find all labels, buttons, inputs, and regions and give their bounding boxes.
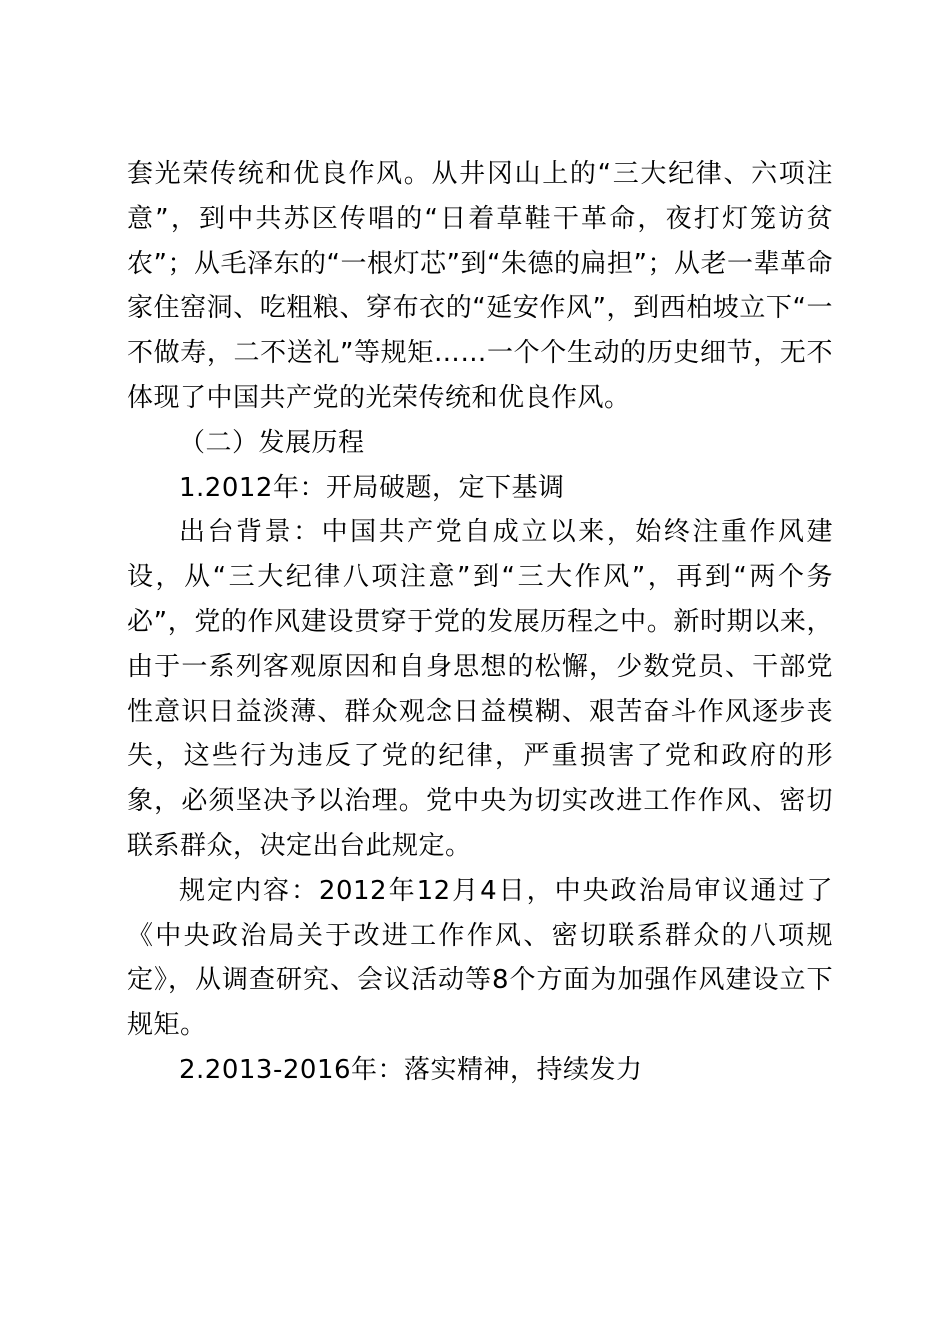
paragraph-continued: 套光荣传统和优良作风。从井冈山上的“三大纪律、六项注意”，到中共苏区传唱的“日着草鞋干革命，夜打灯笼访贫农”；从毛泽东的“一根灯芯”到“朱德的扁担”；从老一辈革命家住窑洞、吃粗粮、穿布衣的“延安作风”，到西柏坡立下“一不做寿，二不送礼”等规矩……一个个生动的历史细节，无不体现了中国共产党的光荣传统和优良作风。 bbox=[127, 159, 833, 413]
section-heading: （二）发展历程 bbox=[179, 427, 365, 458]
subsection-heading: 2.2013-2016年：落实精神，持续发力 bbox=[179, 1054, 643, 1085]
paragraph-content: 规定内容：2012年12月4日，中央政治局审议通过了《中央政治局关于改进工作作风、密切联系群众的八项规定》，从调查研究、会议活动等8个方面为加强作风建设立下规矩。 bbox=[127, 875, 833, 1041]
paragraph-background: 出台背景：中国共产党自成立以来，始终注重作风建设，从“三大纪律八项注意”到“三大作风”，再到“两个务必”，党的作风建设贯穿于党的发展历程之中。新时期以来，由于一系列客观原因和自身思想的松懈，少数党员、干部党性意识日益淡薄、群众观念日益模糊、艰苦奋斗作风逐步丧失，这些行为违反了党的纪律，严重损害了党和政府的形象，必须坚决予以治理。党中央为切实改进工作作风、密切联系群众，决定出台此规定。 bbox=[127, 517, 833, 861]
subsection-heading: 1.2012年：开局破题，定下基调 bbox=[179, 472, 565, 503]
document-body bbox=[127, 152, 833, 1093]
